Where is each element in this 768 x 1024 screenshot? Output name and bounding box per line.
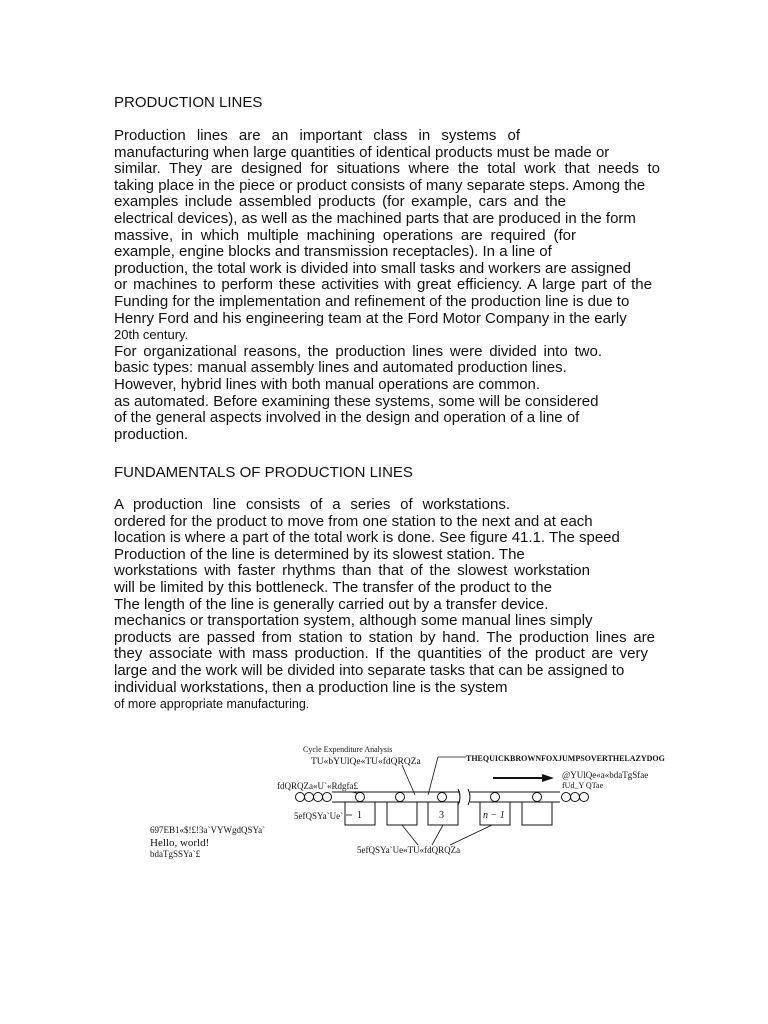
text-line: Production of the line is determined by its slowest station. The: [114, 545, 525, 563]
workstation-3-label: 3: [439, 810, 444, 821]
paragraph-2: [114, 497, 655, 713]
text-line: large and the work will be divided into separate tasks that can be assigned to: [114, 661, 625, 679]
text-line: examples include assembled products (for example, cars and the: [114, 193, 566, 211]
paragraph-1: [114, 128, 660, 443]
text-line: massive, in which multiple machining operations are required (for: [114, 226, 576, 244]
roller: [571, 793, 580, 802]
product-unit: [491, 793, 500, 802]
text-line: electrical devices), as well as the machined parts that are produced in the form: [114, 209, 636, 227]
text-line: taking place in the piece or product consists of many separate steps. Among the: [114, 176, 646, 194]
text-line: The length of the line is generally carried out by a transfer device.: [114, 595, 549, 613]
text-line: location is where a part of the total work is done. See figure 41.1. The speed: [114, 529, 620, 547]
text-line: workstations with faster rhythms than that of the slowest workstation: [114, 562, 590, 580]
text-line: 20th century.: [114, 327, 189, 343]
flow-arrow-head: [542, 774, 554, 782]
heading-production-lines: PRODUCTION LINES: [114, 94, 263, 111]
leader-line: [402, 825, 418, 845]
product-unit: [356, 793, 365, 802]
roller: [562, 793, 571, 802]
break-mark: [468, 789, 470, 805]
text-line: production, the total work is divided into small tasks and workers are assigned: [114, 259, 631, 277]
text-line: Production lines are an important class in systems of: [114, 127, 520, 144]
text-line: will be limited by this bottleneck. The transfer of the product to the: [114, 578, 552, 596]
text-line: individual workstations, then a production line is the system: [114, 678, 508, 696]
figure-label-left2: 5efQSYa`Ue`: [294, 811, 344, 821]
production-line-figure: [140, 735, 680, 865]
roller: [296, 793, 305, 802]
text-line: of more appropriate manufacturing.: [114, 697, 310, 712]
roller: [305, 793, 314, 802]
text-line: products are passed from station to station by hand. The production lines are: [114, 628, 655, 646]
workstation-1-label: 1: [357, 810, 362, 821]
text-line: they associate with mass production. If the quantities of the product are very: [114, 645, 648, 663]
figure-label-right2: fUd_Y QTae: [562, 781, 604, 790]
figure-label-left5: bdaTgSSYa`£: [150, 849, 201, 859]
text-line: as automated. Before examining these systems, some will be considered: [114, 392, 599, 410]
figure-label-bottom: 5efQSYa`Ue«TU«fdQRQZa: [357, 845, 461, 855]
workstation-n: [522, 802, 552, 825]
text-line: similar. They are designed for situations where the total work that needs to: [114, 160, 660, 178]
workstation-n-minus-1-label: n − 1: [483, 810, 505, 821]
text-line: of the general aspects involved in the design and operation of a line of: [114, 409, 580, 427]
figure-label-top2: THEQUICKBROWNFOXJUMPSOVERTHELAZYDOG: [466, 754, 665, 763]
text-line: However, hybrid lines with both manual operations are common.: [114, 375, 541, 393]
leader-line: [402, 765, 415, 795]
product-unit: [533, 793, 542, 802]
text-line: For organizational reasons, the production lines were divided into two.: [114, 342, 602, 360]
figure-label-left3: 697EB1«$!£!3a`VYWgdQSYa`: [150, 825, 266, 835]
roller: [580, 793, 589, 802]
figure-label-left1: fdQRQZa«U`«Rdgfa£: [277, 781, 358, 791]
workstation-2: [387, 802, 417, 825]
text-line: A production line consists of a series of workstations.: [114, 496, 510, 513]
figure-label-right1: @YUlQe«a«bdaTgSfae: [562, 770, 649, 780]
text-line: Funding for the implementation and refinement of the production line is due to: [114, 292, 630, 310]
product-unit: [396, 793, 405, 802]
leader-line: [428, 757, 438, 795]
figure-label-top1: TU«bYUlQe«TU«fdQRQZa: [311, 757, 421, 767]
product-unit: [438, 793, 447, 802]
text-line: production.: [114, 425, 189, 443]
figure-label-left4: Hello, world!: [150, 837, 210, 849]
roller: [323, 793, 332, 802]
text-line: manufacturing when large quantities of identical products must be made or: [114, 143, 610, 161]
leader-line: [432, 825, 443, 845]
heading-fundamentals: FUNDAMENTALS OF PRODUCTION LINES: [114, 464, 413, 481]
text-line: Henry Ford and his engineering team at the Ford Motor Company in the early: [114, 309, 627, 327]
roller: [314, 793, 323, 802]
text-line: mechanics or transportation system, although some manual lines simply: [114, 612, 593, 630]
figure-label-cycle: Cycle Expenditure Analysis: [303, 745, 393, 754]
text-line: basic types: manual assembly lines and automated production lines.: [114, 359, 567, 377]
text-line: or machines to perform these activities with great efficiency. A large part of the: [114, 276, 652, 294]
text-line: ordered for the product to move from one station to the next and at each: [114, 512, 593, 530]
leader-line: [450, 825, 492, 845]
text-line: example, engine blocks and transmission receptacles). In a line of: [114, 243, 552, 261]
